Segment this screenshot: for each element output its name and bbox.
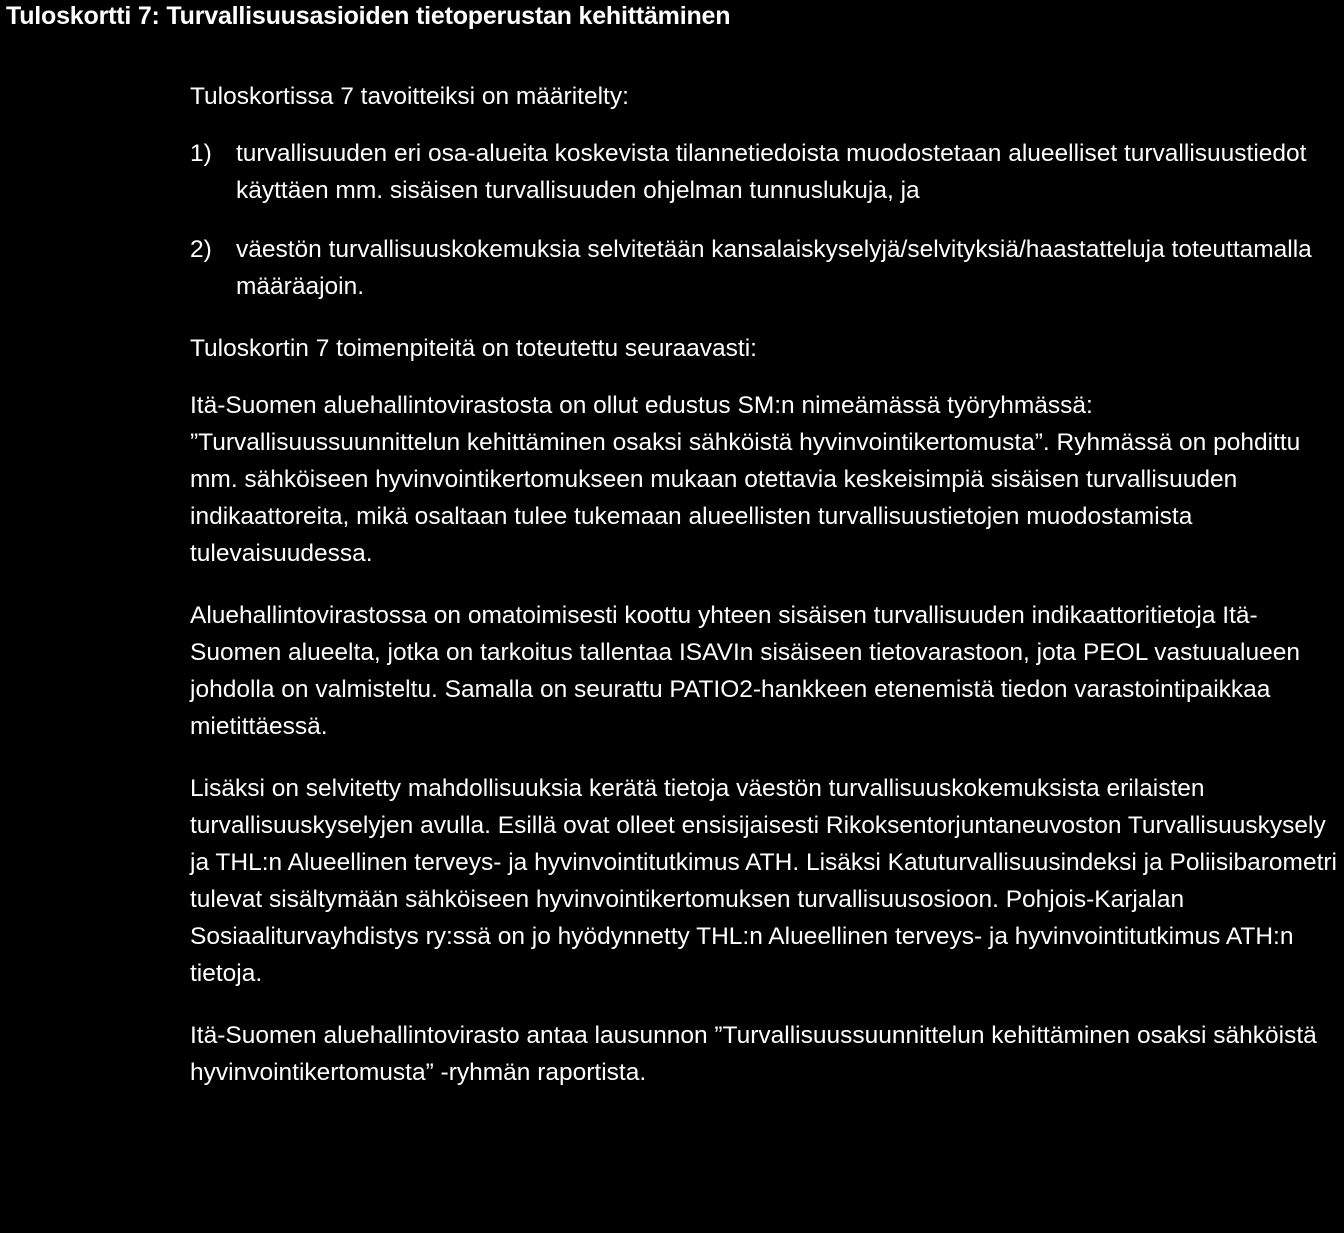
- paragraph: Itä-Suomen aluehallintovirastosta on ollut edustus SM:n nimeämässä työryhmässä: ”Turvallisuussuunnittelun kehittäminen osaksi sähköistä hyvinvointikertomusta”. Ryhmässä on pohdittu mm. sähköiseen hyvinvointikertomukseen mukaan otettavia keskeisimpiä sisäisen turvallisuuden indikaattoreita, mikä osaltaan tulee tukemaan alueellisten turvallisuustietojen muodostamista tulevaisuudessa.: [190, 392, 1301, 567]
- list-item-text: väestön turvallisuuskokemuksia selvitetään kansalaiskyselyjä/selvityksiä/haastatteluja toteuttamalla määräajoin.: [236, 236, 1312, 300]
- goals-list: [190, 135, 1340, 305]
- list-item: [190, 135, 1340, 209]
- document-body: [190, 78, 1340, 1116]
- paragraph: Itä-Suomen aluehallintovirasto antaa lausunnon ”Turvallisuussuunnittelun kehittäminen osaksi sähköistä hyvinvointikertomusta” -ryhmän raportista.: [190, 1022, 1317, 1086]
- list-item: [190, 231, 1340, 305]
- list-number: 1): [190, 140, 212, 167]
- paragraph: Lisäksi on selvitetty mahdollisuuksia kerätä tietoja väestön turvallisuuskokemuksista erilaisten turvallisuuskyselyjen avulla. Esillä ovat olleet ensisijaisesti Rikoksentorjuntaneuvoston Turvallisuuskysely ja THL:n Alueellinen terveys- ja hyvinvointitutkimus ATH. Lisäksi Katuturvallisuusindeksi ja Poliisibarometri tulevat sisältymään sähköiseen hyvinvointikertomuksen turvallisuusosioon. Pohjois-Karjalan Sosiaaliturvayhdistys ry:ssä on jo hyödynnetty THL:n Alueellinen terveys- ja hyvinvointitutkimus ATH:n tietoja.: [190, 775, 1338, 987]
- list-number: 2): [190, 236, 212, 263]
- goals-intro: Tuloskortissa 7 tavoitteiksi on määritelty:: [190, 83, 629, 110]
- actions-intro: Tuloskortin 7 toimenpiteitä on toteutettu seuraavasti:: [190, 335, 757, 362]
- paragraph: Aluehallintovirastossa on omatoimisesti koottu yhteen sisäisen turvallisuuden indikaattoritietoja Itä-Suomen alueelta, jotka on tarkoitus tallentaa ISAVIn sisäiseen tietovarastoon, jota PEOL vastuualueen johdolla on valmisteltu. Samalla on seurattu PATIO2-hankkeen etenemistä tiedon varastointipaikkaa mietittäessä.: [190, 602, 1300, 740]
- page-title: Tuloskortti 7: Turvallisuusasioiden tietoperustan kehittäminen: [6, 2, 731, 30]
- list-item-text: turvallisuuden eri osa-alueita koskevista tilannetiedoista muodostetaan alueelliset turvallisuustiedot käyttäen mm. sisäisen turvallisuuden ohjelman tunnuslukuja, ja: [236, 140, 1307, 204]
